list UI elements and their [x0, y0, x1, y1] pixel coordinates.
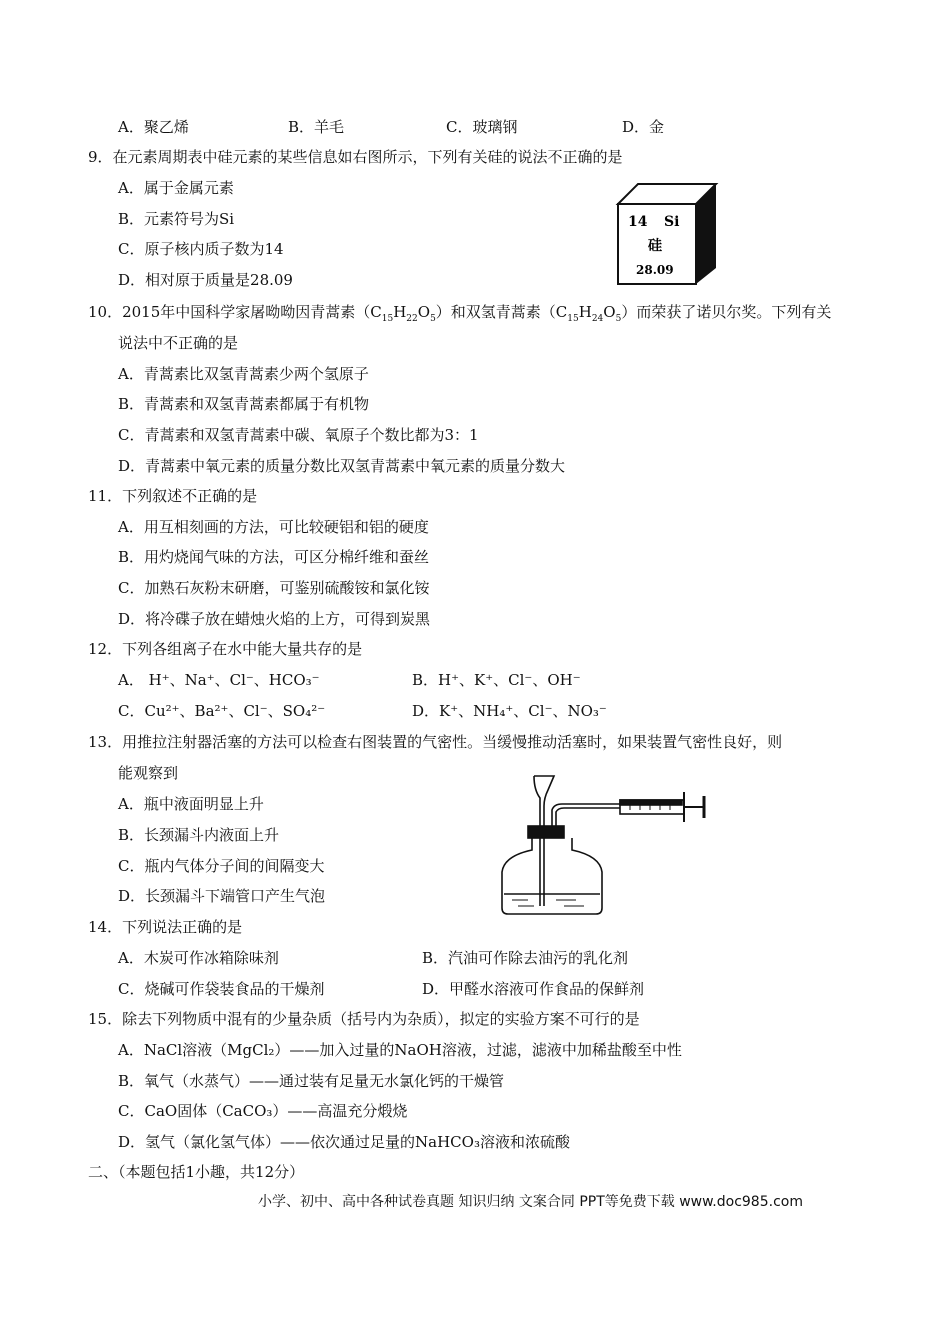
- q13-option-c: C．瓶内气体分子间的间隔变大: [118, 857, 325, 875]
- airtightness-apparatus-figure: [490, 768, 715, 916]
- element-number: 14: [628, 214, 648, 230]
- q10-option-a: A．青蒿素比双氢青蒿素少两个氢原子: [118, 365, 369, 383]
- q13-stem-line2: 能观察到: [118, 764, 179, 782]
- element-name: 硅: [648, 238, 662, 254]
- q14-option-b: B．汽油可作除去油污的乳化剂: [422, 949, 629, 967]
- q11-option-b: B．用灼烧闻气味的方法，可区分棉纤维和蚕丝: [118, 548, 430, 566]
- q9-option-a: A．属于金属元素: [118, 179, 234, 197]
- q15-option-a: A．NaCl溶液（MgCl₂）——加入过量的NaOH溶液，过滤，滤液中加稀盐酸至中性: [118, 1041, 682, 1059]
- q9-option-c: C．原子核内质子数为14: [118, 240, 284, 258]
- q8-option-a: A．聚乙烯: [118, 118, 189, 136]
- q8-option-d: D．金: [622, 118, 665, 136]
- q13-option-d: D．长颈漏斗下端管口产生气泡: [118, 887, 326, 905]
- q11-option-a: A．用互相刻画的方法，可比较硬铝和铝的硬度: [118, 518, 429, 536]
- q10-option-b: B．青蒿素和双氢青蒿素都属于有机物: [118, 395, 370, 413]
- q14-option-c: C．烧碱可作袋装食品的干燥剂: [118, 980, 325, 998]
- q11-option-c: C．加熟石灰粉末研磨，可鉴别硫酸铵和氯化铵: [118, 579, 430, 597]
- q14-option-a: A．木炭可作冰箱除味剂: [118, 949, 279, 967]
- q10-option-d: D．青蒿素中氧元素的质量分数比双氢青蒿素中氧元素的质量分数大: [118, 457, 566, 475]
- q12-option-b: B．H⁺、K⁺、Cl⁻、OH⁻: [412, 671, 581, 689]
- section-two-heading: 二、（本题包括1小趣，共12分）: [88, 1163, 305, 1181]
- q13-option-b: B．长颈漏斗内液面上升: [118, 826, 280, 844]
- page-footer: 小学、初中、高中各种试卷真题 知识归纳 文案合同 PPT等免费下载 www.doc985.com: [258, 1194, 803, 1210]
- q9-option-d: D．相对原于质量是28.09: [118, 271, 293, 289]
- q15-option-d: D．氢气（氯化氢气体）——依次通过足量的NaHCO₃溶液和浓硫酸: [118, 1133, 570, 1151]
- q12-option-d: D．K⁺、NH₄⁺、Cl⁻、NO₃⁻: [412, 702, 607, 720]
- q15-option-b: B．氧气（水蒸气）——通过装有足量无水氯化钙的干燥管: [118, 1072, 505, 1090]
- q12-option-a: A． H⁺、Na⁺、Cl⁻、HCO₃⁻: [118, 671, 320, 689]
- element-symbol: Si: [664, 214, 680, 230]
- q9-stem: 9．在元素周期表中硅元素的某些信息如右图所示，下列有关硅的说法不正确的是: [88, 148, 623, 166]
- q10-stem: 10．2015年中国科学家屠呦呦因青蒿素$(C_{15}H_{22}O_5)$和双氢青蒿素$(C_{15}H_{24}O_5)$而荣获了诺贝尔奖。下列有关: [88, 303, 832, 324]
- q12-option-c: C．Cu²⁺、Ba²⁺、Cl⁻、SO₄²⁻: [118, 702, 326, 720]
- q10-option-c: C．青蒿素和双氢青蒿素中碳、氧原子个数比都为3：1: [118, 426, 479, 444]
- q12-stem: 12．下列各组离子在水中能大量共存的是: [88, 640, 363, 658]
- q15-stem: 15．除去下列物质中混有的少量杂质（括号内为杂质），拟定的实验方案不可行的是: [88, 1010, 640, 1028]
- q13-stem: 13．用推拉注射器活塞的方法可以检查右图装置的气密性。当缓慢推动活塞时，如果装置气密性良好，则: [88, 733, 783, 751]
- q14-option-d: D．甲醛水溶液可作食品的保鲜剂: [422, 980, 645, 998]
- element-mass: 28.09: [636, 263, 674, 277]
- q13-option-a: A．瓶中液面明显上升: [118, 795, 264, 813]
- q9-option-b: B．元素符号为Si: [118, 210, 235, 228]
- q14-stem: 14．下列说法正确的是: [88, 918, 243, 936]
- q8-option-c: C．玻璃钢: [446, 118, 518, 136]
- q10-stem-line2: 说法中不正确的是: [118, 334, 239, 352]
- q11-option-d: D．将冷碟子放在蜡烛火焰的上方，可得到炭黑: [118, 610, 431, 628]
- q8-option-b: B．羊毛: [288, 118, 345, 136]
- q15-option-c: C．CaO固体（CaCO₃）——高温充分煅烧: [118, 1102, 408, 1120]
- q11-stem: 11．下列叙述不正确的是: [88, 487, 258, 505]
- silicon-element-cell-figure: [614, 180, 720, 286]
